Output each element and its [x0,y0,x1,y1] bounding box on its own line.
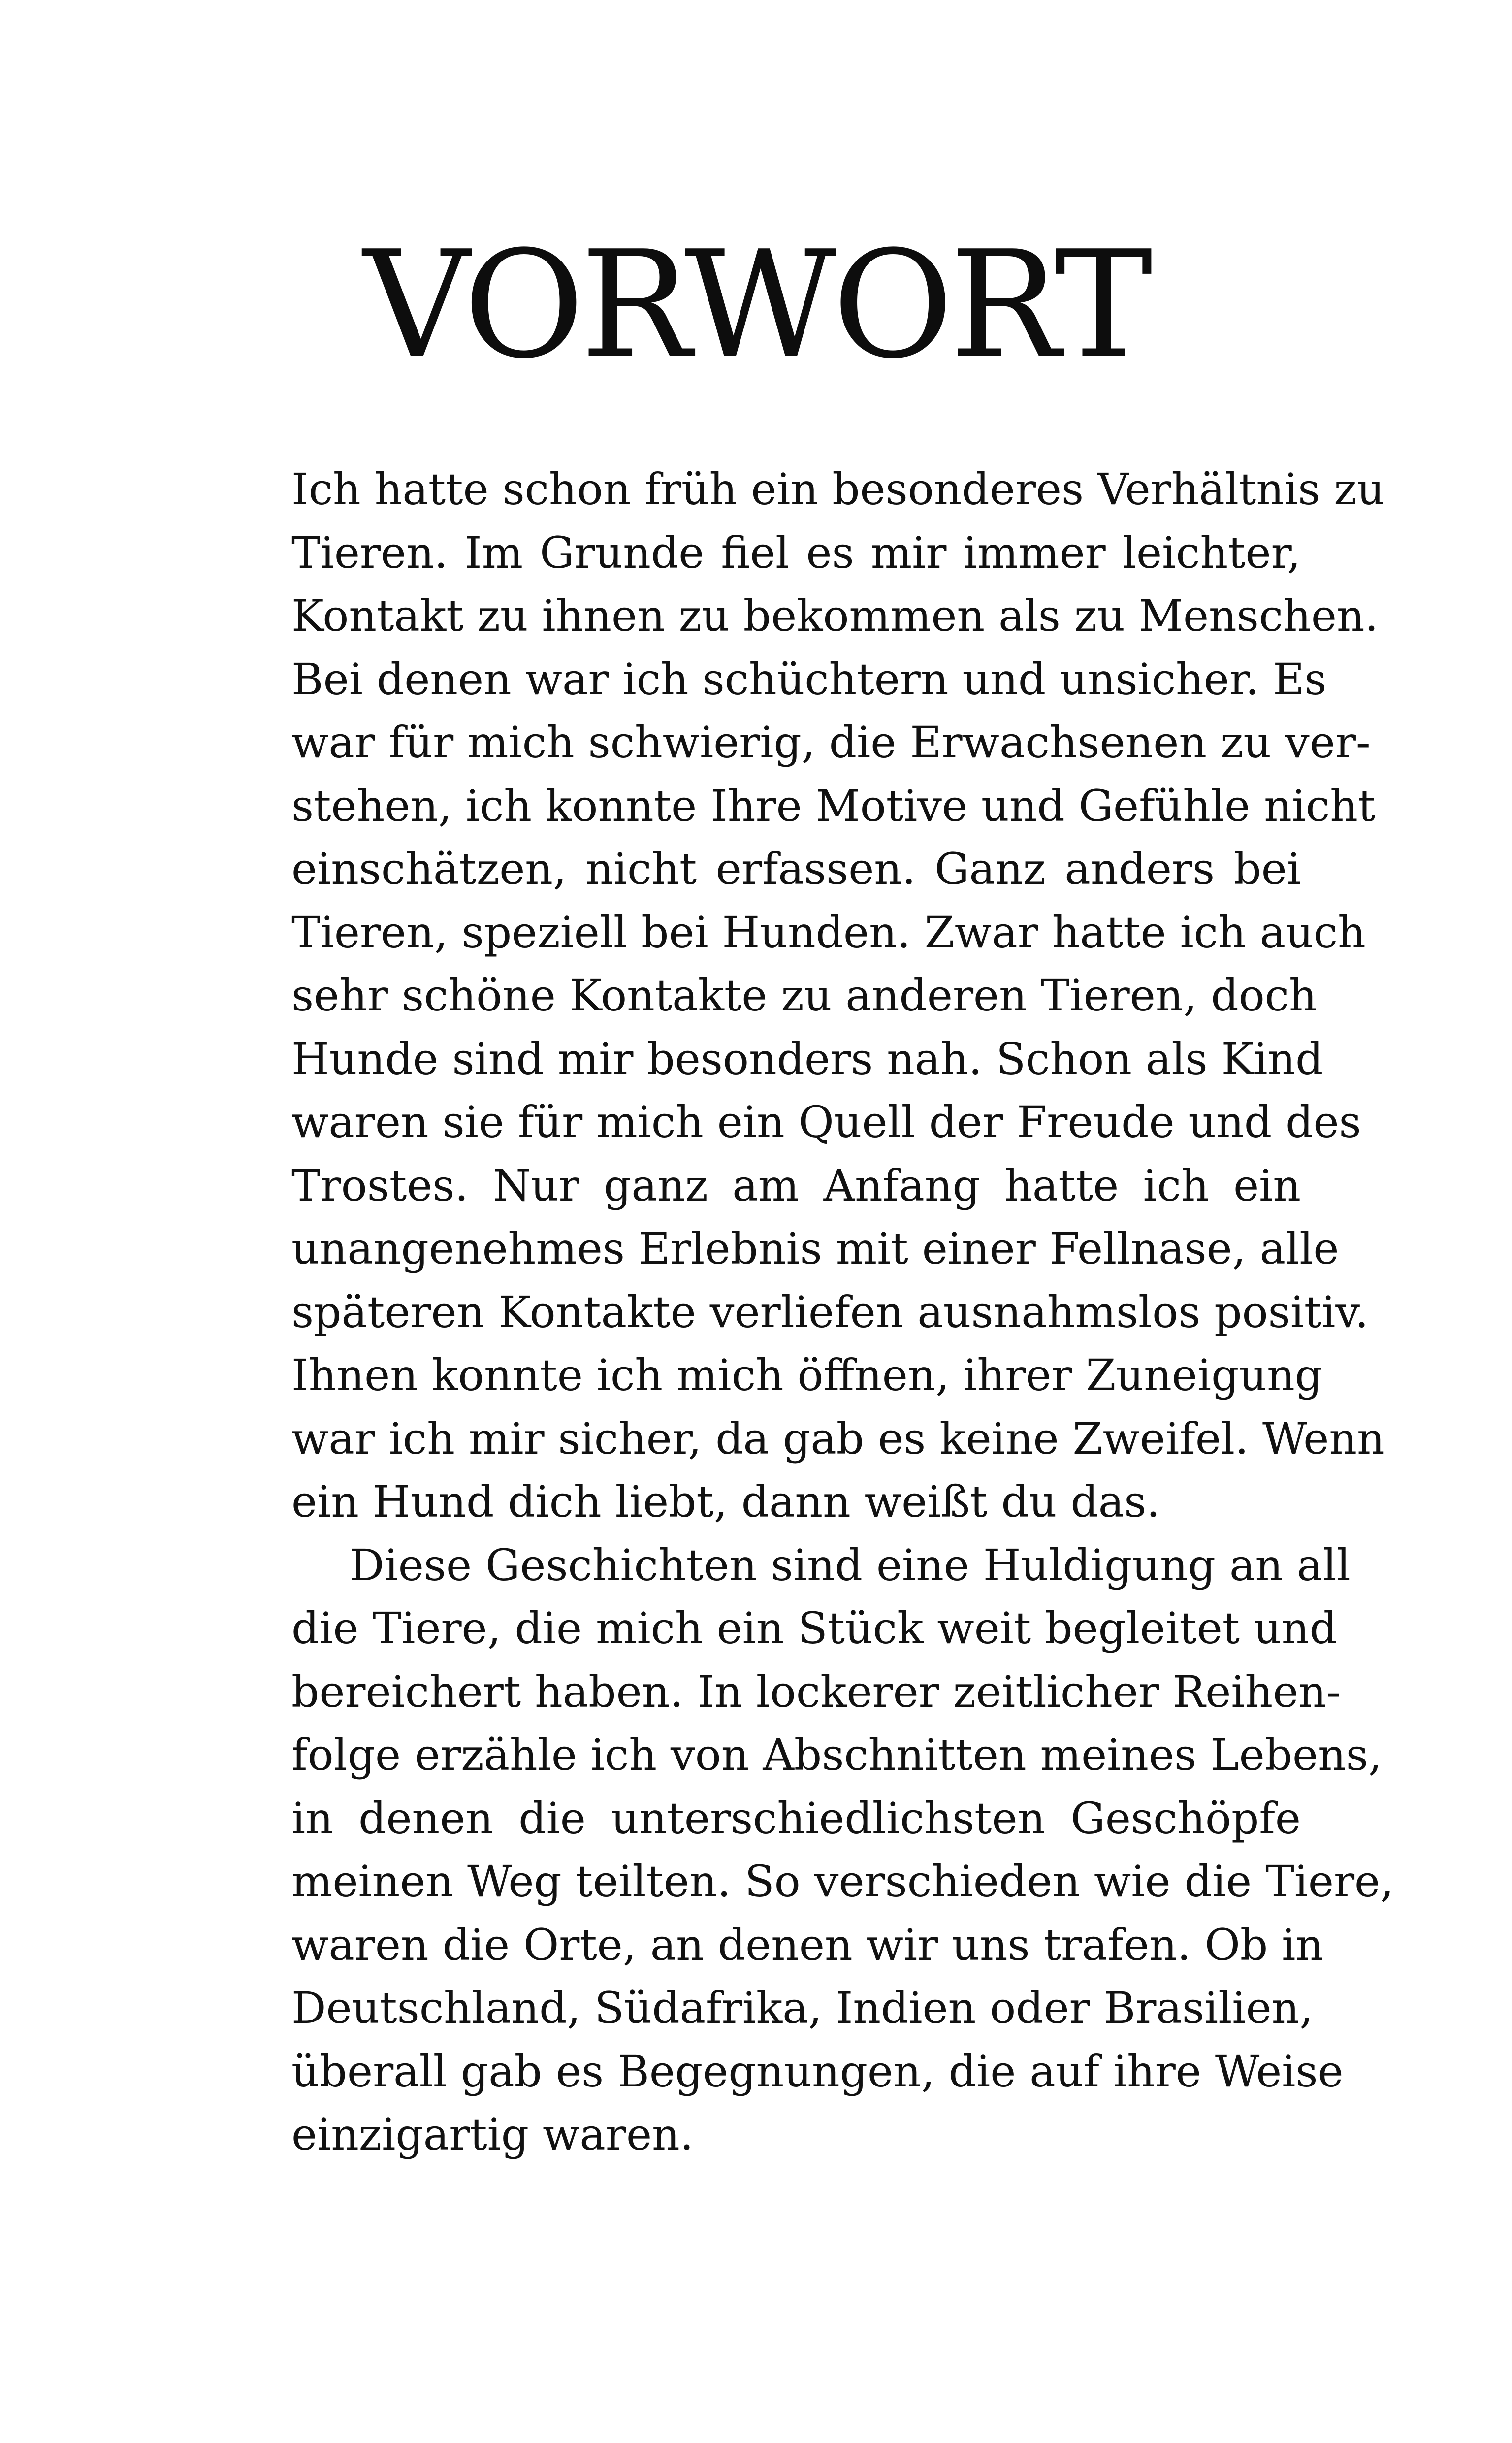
text-line: einzigartig waren. [291,2109,694,2160]
text-line: späteren Kontakte verliefen ausnahmslos positiv. [291,1286,1369,1337]
text-line: Hunde sind mir besonders nah. Schon als Kind [291,1033,1323,1084]
text-line: stehen, ich konnte Ihre Motive und Gefühle nicht [291,780,1376,831]
text-line: waren sie für mich ein Quell der Freude und des [291,1097,1361,1147]
text-line: war ich mir sicher, da gab es keine Zweifel. Wenn [291,1413,1385,1464]
text-line: überall gab es Begegnungen, die auf ihre Weise [291,2046,1344,2097]
text-line: Ihnen konnte ich mich öffnen, ihrer Zuneigung [291,1350,1323,1401]
text-line: Bei denen war ich schüchtern und unsicher. Es [291,653,1327,705]
text-line: bereichert haben. In lockerer zeitlicher Reihen- [291,1666,1341,1717]
text-line: Deutschland, Südafrika, Indien oder Brasilien, [291,1983,1314,2033]
text-line: unangenehmes Erlebnis mit einer Fellnase, alle [291,1223,1339,1274]
text-line: Ich hatte schon früh ein besonderes Verhältnis zu [291,464,1385,515]
text-line: Trostes. Nur ganz am Anfang hatte ich ein [291,1160,1301,1211]
paragraph-1 [291,458,1385,1534]
text-line: Tieren. Im Grunde fiel es mir immer leichter, [291,527,1301,578]
text-line: die Tiere, die mich ein Stück weit begleitet und [291,1603,1337,1654]
paragraph-2 [291,1534,1394,2167]
body-text [291,458,1394,2167]
text-line: war für mich schwierig, die Erwachsenen zu ver- [291,717,1371,768]
text-line: einschätzen, nicht erfassen. Ganz anders bei [291,844,1301,894]
text-line: folge erzähle ich von Abschnitten meines Lebens, [291,1729,1382,1780]
text-line: sehr schöne Kontakte zu anderen Tieren, doch [291,970,1317,1021]
text-line: waren die Orte, an denen wir uns trafen. Ob in [291,1919,1324,1970]
text-line: ein Hund dich liebt, dann weißt du das. [291,1476,1160,1527]
text-line: Kontakt zu ihnen zu bekommen als zu Menschen. [291,590,1379,641]
text-line: meinen Weg teilten. So verschieden wie die Tiere, [291,1856,1394,1907]
text-line: in denen die unterschiedlichsten Geschöpfe [291,1792,1301,1844]
text-line: Tieren, speziell bei Hunden. Zwar hatte ich auch [291,907,1366,958]
chapter-title: VORWORT [363,219,1149,391]
text-line: Diese Geschichten sind eine Huldigung an all [350,1539,1351,1591]
